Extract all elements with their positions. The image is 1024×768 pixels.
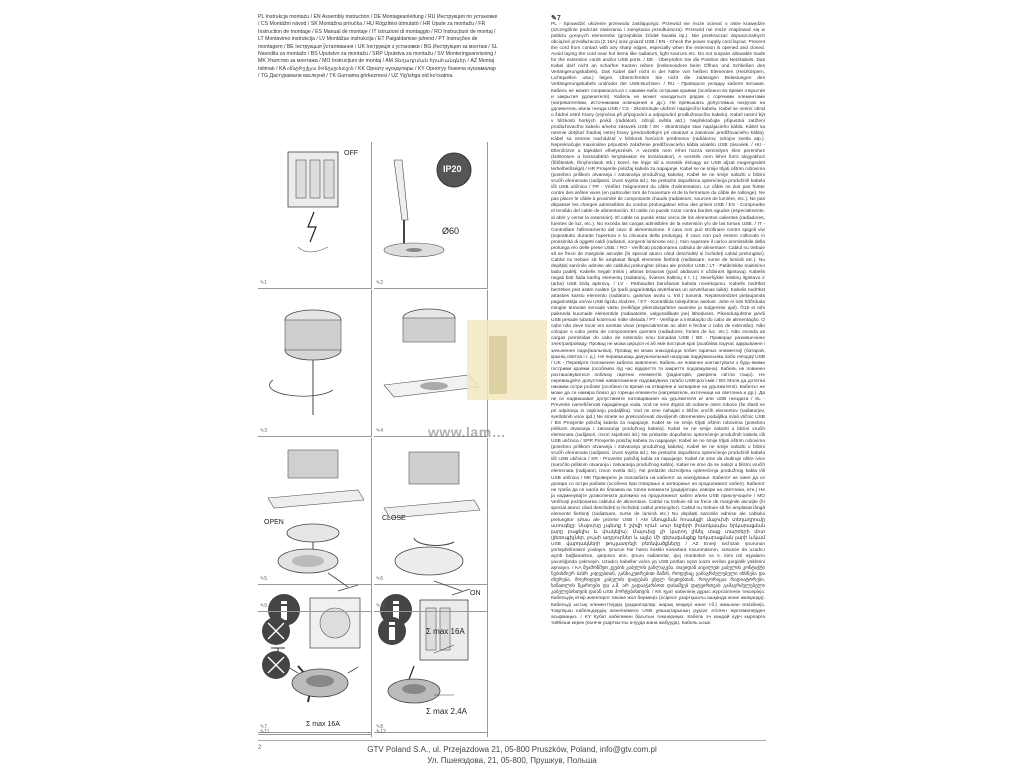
page-number: 2	[258, 745, 262, 751]
footer	[258, 740, 766, 765]
panel-number: ✎6	[376, 576, 383, 582]
open-lid-illustration	[258, 511, 371, 611]
close-lid-illustration	[374, 511, 487, 611]
bottom-panels	[258, 511, 498, 739]
panel-12	[374, 613, 488, 737]
off-label: OFF	[344, 150, 358, 157]
watermark-logo-mark	[489, 336, 507, 394]
panel-number: ✎12	[376, 729, 386, 735]
ip-rating-label: IP20	[443, 164, 462, 174]
max-load-label: Σ max 16A	[306, 721, 340, 728]
footer-address: GTV Poland S.A., ul. Przejazdowa 21, 05-800 Pruszków, Poland, info@gtv.com.pl	[367, 745, 657, 754]
panel-number: ✎7	[260, 724, 267, 730]
panel-3	[258, 290, 372, 437]
panel-number: ✎4	[376, 428, 383, 434]
step-number: ✎7	[551, 15, 561, 22]
power-off-illustration	[258, 142, 371, 288]
watermark-text: www.lam…	[428, 424, 507, 440]
panel-1	[258, 142, 372, 289]
instruction-text: PL - Sprawdzić ułożenie przewodu zasilającego. Przewód nie może ocierać o ostre krawędzie (szczególnie podczas otwierania i zamykania przedłużacza). Przewód nie może znajdować się w pobliżu gorących elementów (grzejników źródeł światła itp.). Nie przekraczać dopuszczalnych obciążeń przedłużacza (Σ 16A) oraz gniazd USB / EN - Check the power supply cord layout. Prevent the cord from contact with any sharp edges, especially when the extension is opened and closed. Avoid laying the cord near hot items like radiators, light sources etc. Do not surpass allowable loads for the extension cords and/or USB ports. / DE - Überprüfen Sie die Position des Netzkabels. Das Kabel darf nicht an scharfen Kanten reiben (insbesondere beim Öffnen und Schließen des Verlängerungskabels). Das Kabel darf nicht in der Nähe von heißen Elementen (Heizkörpern, Lichtquellen usw.) liegen. Überschreiten Sie nicht die zulässigen Belastungen des Verlängerungskabels und/oder der USB-Buchsen. / RU - Проверьте укладку кабеля питания. Кабель не может соприкасаться с какими-либо острыми краями (особенно во время открытия и закрытия удлинителя). Кабель не может находиться рядом с горячими элементами (нагревателями, источниками освещения и др.). Не превышать допустимых нагрузок на удлинитель и/или гнезда USB / CS - Zkontrolujte uložení napájecího kabelu. Kabel se nesmí otírat o žádné ostré hrany (zejména při připojování a odpojování prodlužovacího kabelu). Kabel nesmí být v blízkosti horkých prvků (radiátorů, zdrojů světla atd.). Nepřekračujte přípustná zatížení prodlužovacího kabelu a/nebo zásuvek USB / SK - Skontrolujte stav napájacieho kábla. Kábel sa nesmie dotýkať žiadnej ostrej hrany (predovšetkým pri otváraní a zatváraní predlžovacieho kábla). Kábel sa nesmie nachádzať v blízkosti horúcich predmetov (radiátorov, zdrojov svetla atp.). Neprekračujte maximálne prípustné zaťaženie predlžovacieho kábla a/alebo USB zásuviek. / HU - Ellenőrizze a tápkábel elhelyezését. A vezeték nem érhet hozzá semmilyen éles peremhez (különösen a hosszabbító lenyitásakor és lezárásakor). A vezeték nem lehet forró tárgyakhoz (fűtőtestek, fényforrások stb.) közel. Ne lépje túl a vezeték és/vagy az USB aljzat megengedett terhelhetőségét / HR Provjerite položaj kabela za napajanje. Kabel se ne smije trljati oštrim rubovima (posebno prilikom otvaranja i zatvaranja produžnog kabela). Kabel se ne smije nalaziti u blizini vrućih elemenata (radijatori, izvori svjetla itd.). Ne prelazite dopuštena opterećenja produžnih kabela i/ili USB utičnica / FR - Vérifiez l'alignement du câble d'alimentation. Le câble ne doit pas frotter contre des arêtes vives (en particulier lors de l'ouverture et de la fermeture du câble de rallonge). Ne pas placer le câble à proximité de composants chauds (radiateurs, sources de lumière, etc.). Ne pas dépasser les charges admissibles du cordon prolongateur et/ou des prises USB / ES - Compruebe el tendido del cable de alimentación. El cable no puede rozar contra bordes agudos (especialmente, al abrir y cerrar la extensión). El cable no puede estar cerca de los elementos calientes (radiadores, fuentes de luz, etc.). No exceda las cargas admisibles de la extensión y/o de las tomas USB. / IT - Controllare l'allineamento del cavo di alimentazione. Il cavo non può strofinare contro spigoli vivi (soprattutto durante l'apertura e la chiusura della prolunga). Il cavo non può essere collocato in prossimità di oggetti caldi (radiatori, sorgenti luminose ecc.). Non superare il carico ammissibile della prolunga e/o delle prese USB. / RO - Verificați poziționarea cablului de alimentare. Cablul nu trebuie să se frece de marginile ascuțite (în special atunci când deschideți și închideți cablul prelungitor). Cablul nu trebuie să fie amplasat lângă elemente fierbinți (radiatoare, surse de lumină etc.). Nu depășiți sarcinile admise ale cablului prelungitor și/sau ale prizelor USB / LT - Patikrinkite maitinimo laido padėtį. Kabelis negali trintis į aštrias briaunas (ypač atidarant ir uždarant ilgintuvą). Kabelis negali būti šalia karštų elementų (radiatorių, šviesos šaltinių ir t. t.). Neviršykite leistinų ilgintuvo ir (arba) USB lizdų apkrovų. / LV - Pārbaudiet barošanas kabeļa novietojumu. Kabelis nedrīkst berzēties pret asām malām (jo īpaši pagarinātāja atvēršanas un aizvēršanas laikā). Kabelis nedrīkst atrasties karstu elementu (radiatoru, gaismas avotu u. tml.) tuvumā. Nepārsniedziet pieļaujamās pagarinātāja un/vai USB ligzdu slodzes. / ET - Kontrollida toitejuhtme asetust. Juhe ei tohi hõõrduda mingite teravate servade vastu (eelkõige pikendusjuhtme avamise ja sulgemise ajal). Ö15 ei tohi paikneda kuumade elementide (radiaatorite, valgusallikate jne) läheduses. Pikendusjuhtme ja/või USB pesade lubatud koormusi mitte ületada / PT - Verifique a instalação do cabo de alimentação. O cabo não deve tocar em arestas vivas (especialmente ao abrir e fechar o cabo de extensão). Não coloque o cabo perto de componentes quentes (radiadores, fontes de luz, etc.). Não exceda as cargas permitidas do cabo de extensão e/ou tomadas USB / BE - Праверце размяшчэнне электрапроваду. Провад не можа церціся ні аб якія вострыя краі (асабліва падчас адкрывання і зачынення падаўжальніка). Провад не можа знаходзіцца побач гарачых элементаў (батарэй, крыніц святла і г. д.). Не перавышаць дапушчальный нагрузак падаўжальніка і/або гнёздаў USB / UK - Перевірте положення кабелю живлення. Кабель не повинен контактувати з будь-якими гострими краями (особливо під час відкриття та закриття подовжувача). Кабель не повинен розташовуватися поблизу гарячих елементів (радіаторів, джерела світла тощо). Не перевищуйте допустимі навантаження подовжувача та/або USB-розʼємів / BG Моля да дотегна никакви остри ръбове (особено по време на отваряне и затваряне на удължителя). Кабелът не може да се намира близо до горещи елементи (нагреватели, източници на светлина и др.). Да не се надвишават допустимите натоварвания на удължителя и/ или USB гнездата / SL - Preverite nameščenost napajalnega voda. Vod ne sme drgniti ob nobene ostre robove (še zlasti ne pri odpiranju in zapiranju podaljška). Vod ne sme nahajati v bližini vročih elementov (radiatorjev, svetlobnih virov ipd.) Ne smete se prekoračevati dovoljenih obremenitev podaljška in/ali vtičnic USB / BS Provjerite položaj kabela za napajanje. Kabel se ne smije trljati oštrim rubovima (posebno prilikom otvaranja i zatvaranja produžnog kabela). Kabel se ne smije nalaziti u blizini vrućih elemenata (radijatori, izvori svjetlosti itd.) Ne prelazite dopuštene opterećenje produžnih kabela i/ili USB utičnica / SPR Provjerite položaj kabela za napajanje. Kabel se ne smije trljati oštrim rubovima (posebno prilikom otvaranja i zatvaranja produžnog kabela). Kabel se ne smije nalaziti u blizini vrućih elemenata (radijatori, izvori svjetla itd.). Ne prelazite dopušteno opterećenje produžnih kabela i/ili USB utičnica / SR - Proverite položaj kabla za napajanje. Kabel ne sme da dodiruje oštre ivice (naročito prilikom otvaranja i zatvaranja produžnog kabla). Kabel ne sme da se nalazi u blizini vrućih elemenata (radijatori, izvori svetla itd.). Ne prelazite dozvoljena opterećenja produžnog kabla i/ili USB utičnica / MK Проверете ја положбата на кабелот за напојување. Кабелот не смее да се допира со остри рабови (особено при отворање и затворање на продолжниот кабел). Кабелот не треба да се наоѓа во близина на топли елементи (радијатори, извори на светлина, итн.) Не ја надминувајте дозволената должина на продолжниот кабел и/или USB приклучоците / MO Verificați poziționarea cablului de alimentare. Cablul nu trebuie să se frece de marginile ascuțite (în special atunci când deschideți și închideți cablul prelungitor). Cablul nu trebuie să fie amplasat lângă elemente fierbinți (radiatoare, surse de lumină etc.) Nu depășiți sarcinile admise ale cablului prelungitor și/sau ale prizelor USB / AM Սնուցման հոսանքի մալուխի տեղադրումը ստուգելը: Մալուխը չպետք է շփվի որևէ սուր եզրերի (հատկապես երկարացման լարը բացելիս և փակելիս): Մալուխը չի կարող լինել տաք տարրերի մոտ (ջեռուցիչներ, լույսի աղբյուրներ և այլն) Մի գերազանցեք երկարացման լարի և/կամ USB վարդակների թույլատրելի բեռնվածքները / AZ Enerji təchizatı şnurunun yerləşdirilməsini yoxlayın. Şnurun hər hansı kəskin kənarlara toxunmasının, xüsusən də uzadıcı açılıb bağlanarkən, qarşısını alın. Şnuru radiatorlar, işıq mənbələri və s. kimi isti əşyaların yaxınlığında çəkməyin. Uzadıcı kabellər və/və ya USB portları üçün icazə verilən gərginlik yüklərini aşmayın. / KA შეამოწმეთ კვების კაბელის განლაგება. თავიდან აიცილეთ კაბელის კონტაქტი ნებისმიერ ბასრ კიდეებთან, განსაკუთრებით მაშინ, როდესაც გამაგრძელებელი იხსნება და იხურება. მოერიდეთ კაბელის დადებას ცხელ ნივთებთან, როგორიცაა რადიატორები, სინათლის წყაროები და ა.შ. არ გადააჭარბოთ დასაშვებ დატვირთვას გამაგრძელებელი კაბელებისთვის და/ან USB პორტებისთვის. / KK Қуат кабелінің дұрыс жүргізілгенін тексеріңіз. Кабельдің өткір жиектерге тиюіне жол бермеңіз (әсіресе ұзартқышты ашқанда және жапқанда). Кабельді ыстық элементтердің (радиаторлар, жарық көздері және т.б.) жанынан өткізбеңіз. Ұзартқыш кабельдердің және/немесе USB ұяшықтарының рұқсат етілген жүктемелерден асырмаңыз. / KY Кубат кабелинин багытын текшериңиз. Кабель эч кандай курч кырларга тийбеши керек (өзгөчө узарткычты ачууда жана жабууда). Кабель ысык	[551, 22, 765, 626]
diameter-label: Ø60	[442, 226, 460, 236]
close-label: CLOSE	[382, 515, 406, 522]
max-load-label: Σ max 16A	[426, 627, 465, 636]
panel-number: ✎5	[260, 576, 267, 582]
panel-number: ✎11	[260, 729, 270, 735]
panel-number: ✎3	[260, 428, 267, 434]
panel-2	[374, 142, 488, 289]
drill-hole-illustration	[374, 142, 487, 288]
watermark-logo	[467, 320, 547, 400]
open-label: OPEN	[264, 519, 284, 526]
panel-number: ✎10	[376, 603, 386, 609]
languages-header: PL Instrukcja montażu / EN Assembly instruction / DE Montageanleitung / RU Инструкция по установке / CS Montážní návod / SK Montážna príručka / HU Rögzítési útmutató / HR Upute za montažu / FR Instruction de montage / ES Manual de montaje / IT Istruzioni di montaggio / RO Instrucțiuni de montaj / LT Montavimo instrukcija / LV Montāžas instrukcija / ET Paigaldamise juhend / PT Instruções de montagem / BE Інструкцыя ўсталявання / UK Інструкція з установки / BG Инструкция за монтаж / SL Navodila za montažo / BS Uputstvo za montažu / SRP Uputstva za montažu / SV Monteringsanvisning / MK Упатство за монтажа / MO Instrucțiuni de montaj / AM Տեղադրման հրահանգներ / AZ Montaj təlimatı / KA ინსტრუქცია მონტაჟისთვის / KK Орнату нұсқаулары / KY Орнотуу боюнча нускамалар / TG Дастурамали васлкунӣ / TK Gurnama görkezmesi / UZ Yig'ishga oid ko'rsatma	[258, 14, 498, 80]
panel-10	[374, 511, 488, 612]
panel-number: ✎9	[260, 603, 267, 609]
panel-9	[258, 511, 372, 612]
panel-11	[258, 613, 372, 737]
panel-number: ✎8	[376, 724, 383, 730]
usb-max-load-label: Σ max 2,4A	[426, 707, 467, 716]
panel-number: ✎2	[376, 280, 383, 286]
footer-address-ru: Ул. Пшеяздова, 21, 05-800, Прушкув, Польша	[427, 756, 597, 765]
max-load-illustration	[258, 613, 371, 737]
on-label: ON	[470, 590, 481, 597]
panel-number: ✎1	[260, 280, 267, 286]
instructions-column	[551, 14, 765, 627]
unscrew-ring-illustration	[258, 290, 371, 436]
